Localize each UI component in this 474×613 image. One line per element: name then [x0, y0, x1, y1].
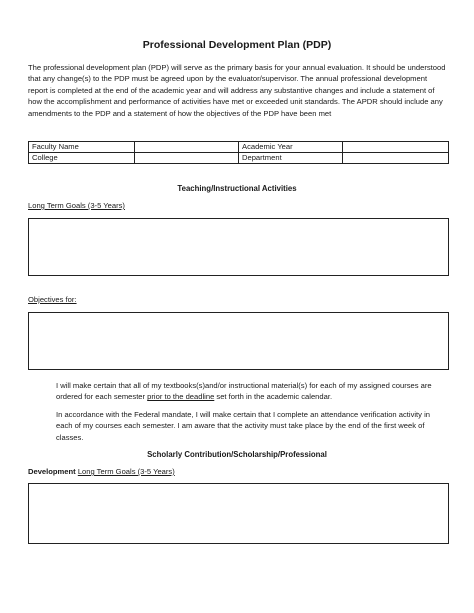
department-label: Department [239, 153, 343, 164]
teaching-long-term-goals-box[interactable] [28, 218, 449, 276]
document-title: Professional Development Plan (PDP) [142, 39, 332, 51]
teaching-long-term-goals-label: Long Term Goals (3-5 Years) [28, 201, 125, 210]
attendance-paragraph: In accordance with the Federal mandate, I will make certain that I complete an attendance verification activity in each of my courses each semester. I am aware that the activity must take place by the end of the first week of classes. [56, 410, 430, 442]
development-label: Development [28, 467, 76, 476]
academic-year-field[interactable] [343, 142, 449, 153]
table-row [29, 153, 449, 164]
faculty-name-label: Faculty Name [29, 142, 135, 153]
college-field[interactable] [135, 153, 239, 164]
textbooks-text-pre: I will make certain that all of my textbooks(s)and/or instructional material(s) for each of my assigned courses are ordered for each semester [56, 381, 432, 402]
college-label: College [29, 153, 135, 164]
department-field[interactable] [343, 153, 449, 164]
teaching-heading: Teaching/Instructional Activities [177, 184, 297, 193]
objectives-box[interactable] [28, 312, 449, 370]
table-row [29, 142, 449, 153]
faculty-name-field[interactable] [135, 142, 239, 153]
scholarly-long-term-goals-box[interactable] [28, 483, 449, 544]
textbooks-paragraph [56, 380, 446, 403]
scholarly-long-term-goals-label: Long Term Goals (3-5 Years) [77, 467, 175, 476]
intro-paragraph: The professional development plan (PDP) will serve as the primary basis for your annual evaluation. It should be understood that any change(s) to the PDP must be agreed upon by the evaluator/supervisor. The annual professional development report is completed at the end of the academic year and will address any substantive changes and include a statement of how the accomplishment and performance of activities have met or exceeded unit standards. The APDR should include any amendments to the PDP and a statement of how the objectives of the PDP have been met [28, 63, 446, 118]
faculty-info-table [28, 141, 449, 164]
deadline-emphasis: prior to the deadline [147, 392, 215, 402]
scholarly-heading: Scholarly Contribution/Scholarship/Professional [147, 450, 327, 459]
development-row [28, 467, 175, 476]
objectives-label: Objectives for: [28, 295, 77, 304]
academic-year-label: Academic Year [239, 142, 343, 153]
textbooks-text-post: set forth in the academic calendar. [214, 392, 333, 402]
